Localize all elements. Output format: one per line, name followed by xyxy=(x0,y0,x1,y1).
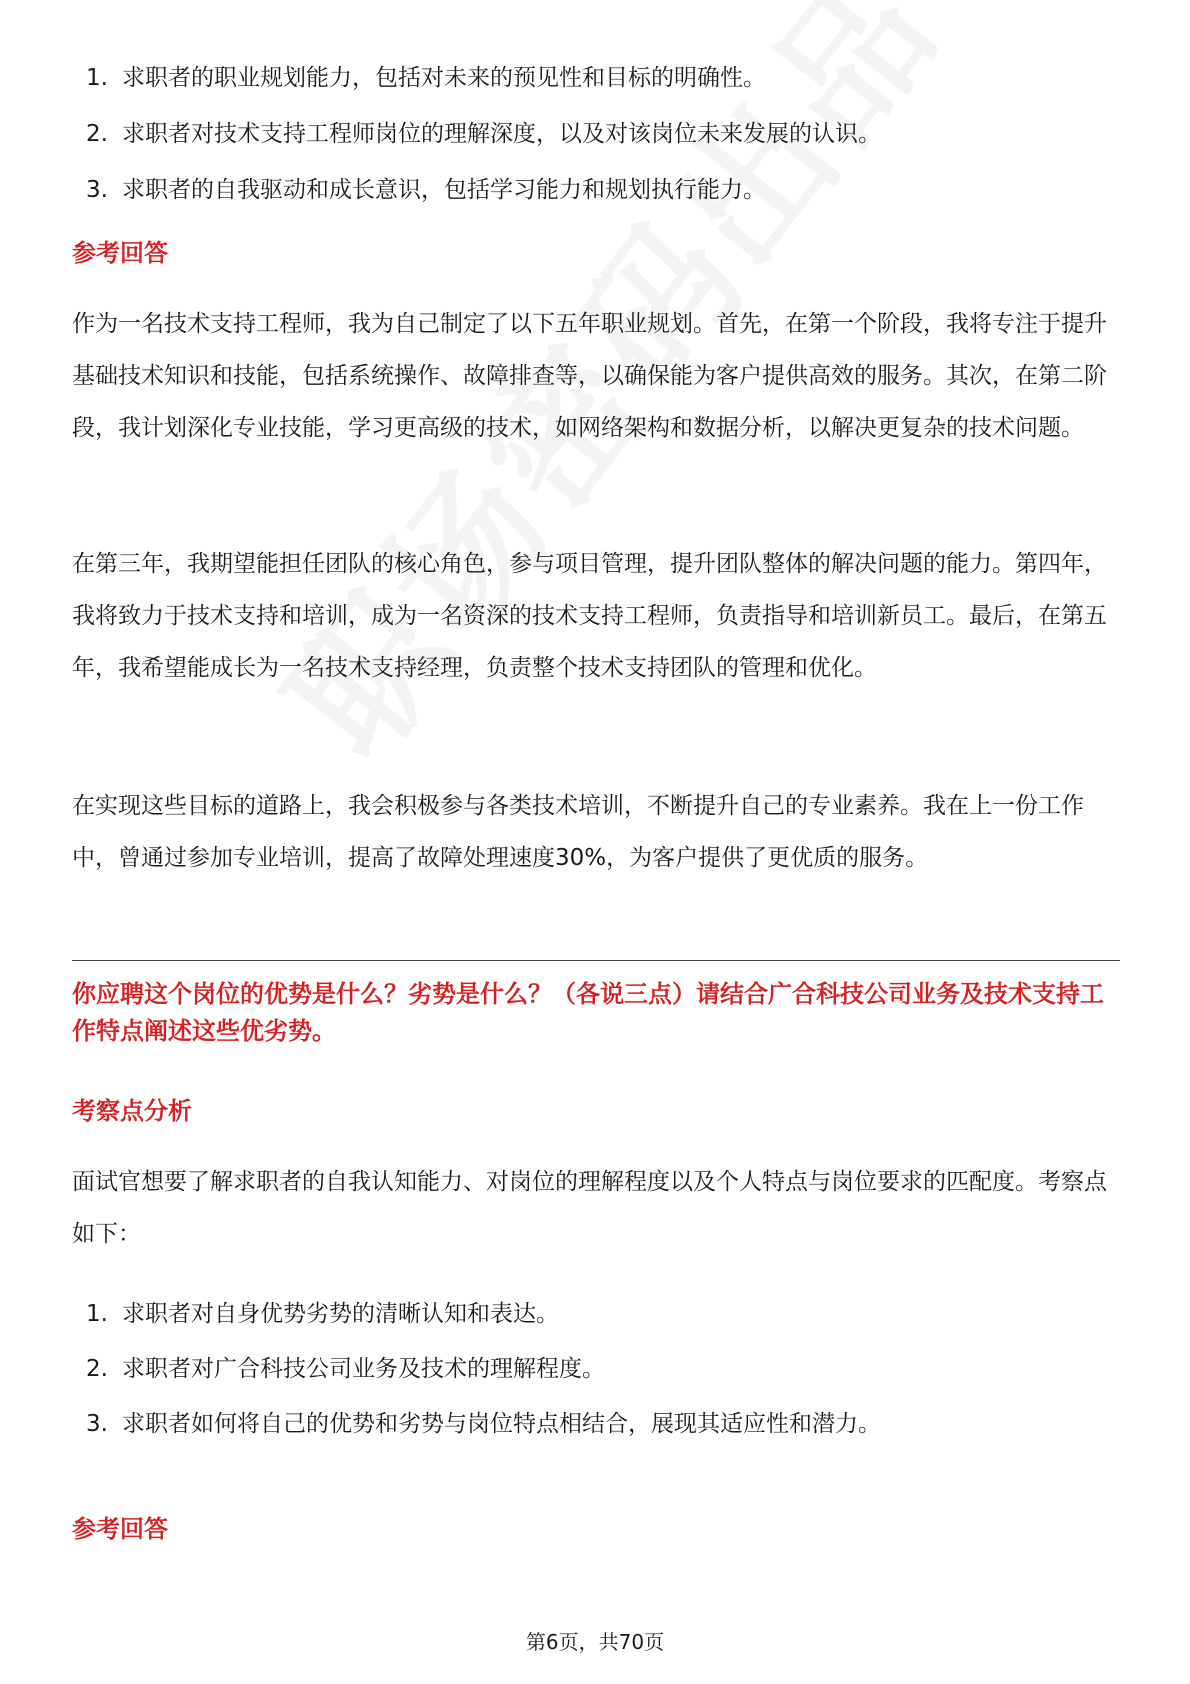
list-item xyxy=(72,1353,1112,1386)
list-text: 求职者对广合科技公司业务及技术的理解程度。 xyxy=(122,1356,605,1382)
answer-paragraph: 在第三年，我期望能担任团队的核心角色，参与项目管理，提升团队整体的解决问题的能力。第四年，我将致力于技术支持和培训，成为一名资深的技术支持工程师，负责指导和培训新员工。最后，在第五年，我希望能成长为一名技术支持经理，负责整个技术支持团队的管理和优化。 xyxy=(72,551,1107,681)
list-item xyxy=(72,62,1112,95)
analysis-heading: 考察点分析 xyxy=(72,1097,192,1125)
list-item xyxy=(72,1298,1112,1331)
assessment-points-list-1 xyxy=(72,62,1112,230)
assessment-points-list-2 xyxy=(72,1298,1112,1463)
list-item xyxy=(72,118,1112,151)
answer-paragraph: 在实现这些目标的道路上，我会积极参与各类技术培训，不断提升自己的专业素养。我在上一份工作中，曾通过参加专业培训，提高了故障处理速度30%，为客户提供了更优质的服务。 xyxy=(72,793,1084,871)
page-number: 第6页，共70页 xyxy=(525,1630,665,1654)
list-text: 求职者的自我驱动和成长意识，包括学习能力和规划执行能力。 xyxy=(122,177,766,203)
answer-paragraph: 作为一名技术支持工程师，我为自己制定了以下五年职业规划。首先，在第一个阶段，我将专注于提升基础技术知识和技能，包括系统操作、故障排查等，以确保能为客户提供高效的服务。其次，在第二阶段，我计划深化专业技能，学习更高级的技术，如网络架构和数据分析，以解决更复杂的技术问题。 xyxy=(72,311,1107,441)
list-text: 求职者的职业规划能力，包括对未来的预见性和目标的明确性。 xyxy=(122,65,766,91)
list-text: 求职者对技术支持工程师岗位的理解深度，以及对该岗位未来发展的认识。 xyxy=(122,121,881,147)
list-number: 3. xyxy=(86,177,108,203)
reference-answer-heading: 参考回答 xyxy=(72,239,168,267)
list-number: 3. xyxy=(86,1411,108,1437)
list-number: 1. xyxy=(86,1301,108,1327)
analysis-intro: 面试官想要了解求职者的自我认知能力、对岗位的理解程度以及个人特点与岗位要求的匹配度。考察点如下： xyxy=(72,1169,1107,1247)
interview-question: 你应聘这个岗位的优势是什么？劣势是什么？（各说三点）请结合广合科技公司业务及技术支持工作特点阐述这些优劣势。 xyxy=(72,980,1104,1045)
reference-answer-heading: 参考回答 xyxy=(72,1515,168,1543)
list-item xyxy=(72,174,1112,207)
list-item xyxy=(72,1408,1112,1441)
section-divider xyxy=(72,960,1120,961)
list-number: 2. xyxy=(86,121,108,147)
list-number: 1. xyxy=(86,65,108,91)
list-text: 求职者对自身优势劣势的清晰认知和表达。 xyxy=(122,1301,559,1327)
list-text: 求职者如何将自己的优势和劣势与岗位特点相结合，展现其适应性和潜力。 xyxy=(122,1411,881,1437)
list-number: 2. xyxy=(86,1356,108,1382)
